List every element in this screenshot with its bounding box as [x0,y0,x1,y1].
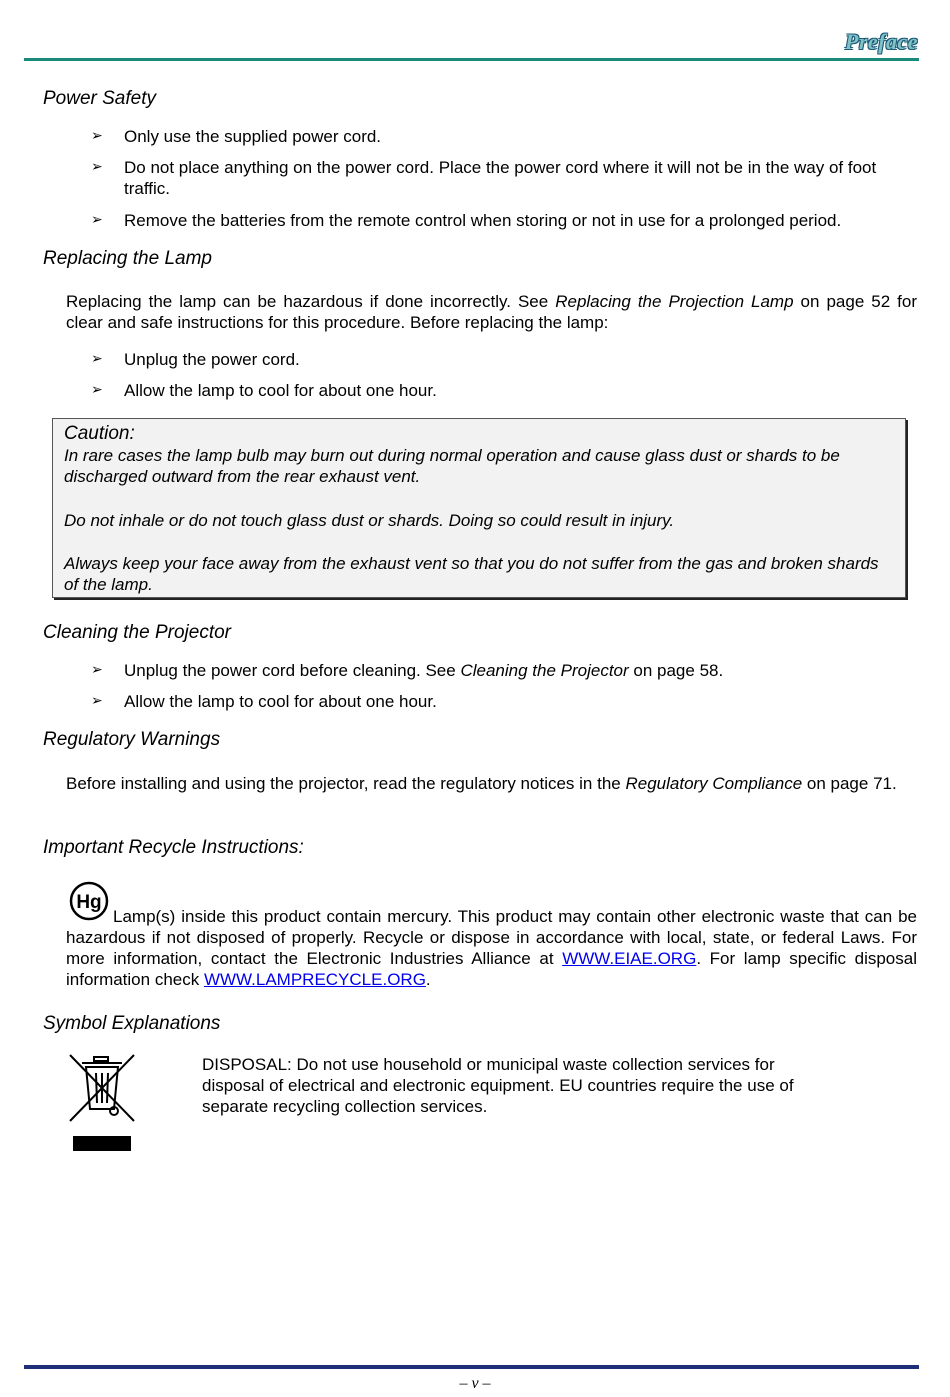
paragraph-text: Before installing and using the projector, read the regulatory notices in the [66,774,626,793]
list-item: ➢ Do not place anything on the power cord. Place the power cord where it will not be in the way of foot traffic. [124,157,890,199]
caution-paragraph: Always keep your face away from the exhaust vent so that you do not suffer from the gas and broken shards of the lamp. [64,554,879,594]
regulatory-paragraph [66,773,917,794]
section-heading-power-safety: Power Safety [43,88,156,109]
section-heading-regulatory: Regulatory Warnings [43,729,221,750]
hg-icon-label: Hg [76,892,102,913]
list-item: ➢ Allow the lamp to cool for about one hour. [124,691,890,712]
footer-divider [24,1365,919,1369]
disposal-text: DISPOSAL: Do not use household or municipal waste collection services for disposal of electrical and electronic equipment. EU countries require the use of separate recycling collection services. [202,1055,794,1116]
paragraph-text: Replacing the lamp can be hazardous if done incorrectly. See [66,292,556,311]
caution-paragraph: Do not inhale or do not touch glass dust or shards. Doing so could result in injury. [64,511,675,530]
list-item: ➢ Unplug the power cord. [124,349,890,370]
bullet-text: Unplug the power cord before cleaning. See [124,661,461,680]
weee-crossed-bin-icon [66,1053,138,1153]
paragraph-text: . For lamp specific disposal information check [66,949,917,989]
bullet-text: on page 58. [628,661,724,680]
section-heading-recycle: Important Recycle Instructions: [43,837,304,858]
lamprecycle-link[interactable]: WWW.LAMPRECYCLE.ORG [203,970,426,989]
header-divider [24,58,919,61]
section-heading-replacing-lamp: Replacing the Lamp [43,248,212,269]
list-item: ➢ Only use the supplied power cord. [124,126,890,147]
cross-reference: Regulatory Compliance [625,774,803,793]
paragraph-text: on page 71. [802,774,897,793]
replacing-lamp-paragraph [66,291,917,333]
section-heading-cleaning: Cleaning the Projector [43,622,231,643]
list-item: ➢ Allow the lamp to cool for about one hour. [124,380,890,401]
page-header-title: Preface [844,29,918,54]
section-heading-symbols: Symbol Explanations [43,1013,221,1034]
paragraph-text: . [425,970,431,989]
page-number: – v – [459,1375,491,1392]
paragraph-text: on page 52 for clear and safe instructions for this procedure. Before replacing the lamp: [66,292,918,332]
eiae-link[interactable]: WWW.EIAE.ORG [562,949,697,968]
caution-paragraph: In rare cases the lamp bulb may burn out during normal operation and cause glass dust or shards to be discharged outward from the rear exhaust vent. [64,446,840,486]
paragraph-text: Lamp(s) inside this product contain mercury. This product may contain other electronic waste that can be hazardous if not disposed of properly. Recycle or dispose in accordance with local, state, or federal Laws. For more information, contact the Electronic Industries Alliance at [66,907,917,968]
cross-reference: Replacing the Projection Lamp [555,292,794,311]
caution-title: Caution: [64,423,135,444]
cross-reference: Cleaning the Projector [460,661,629,680]
list-item: ➢ Remove the batteries from the remote control when storing or not in use for a prolonged period. [124,210,890,231]
list-item [124,660,890,681]
recycle-paragraph [66,906,917,990]
caution-box [52,418,906,598]
